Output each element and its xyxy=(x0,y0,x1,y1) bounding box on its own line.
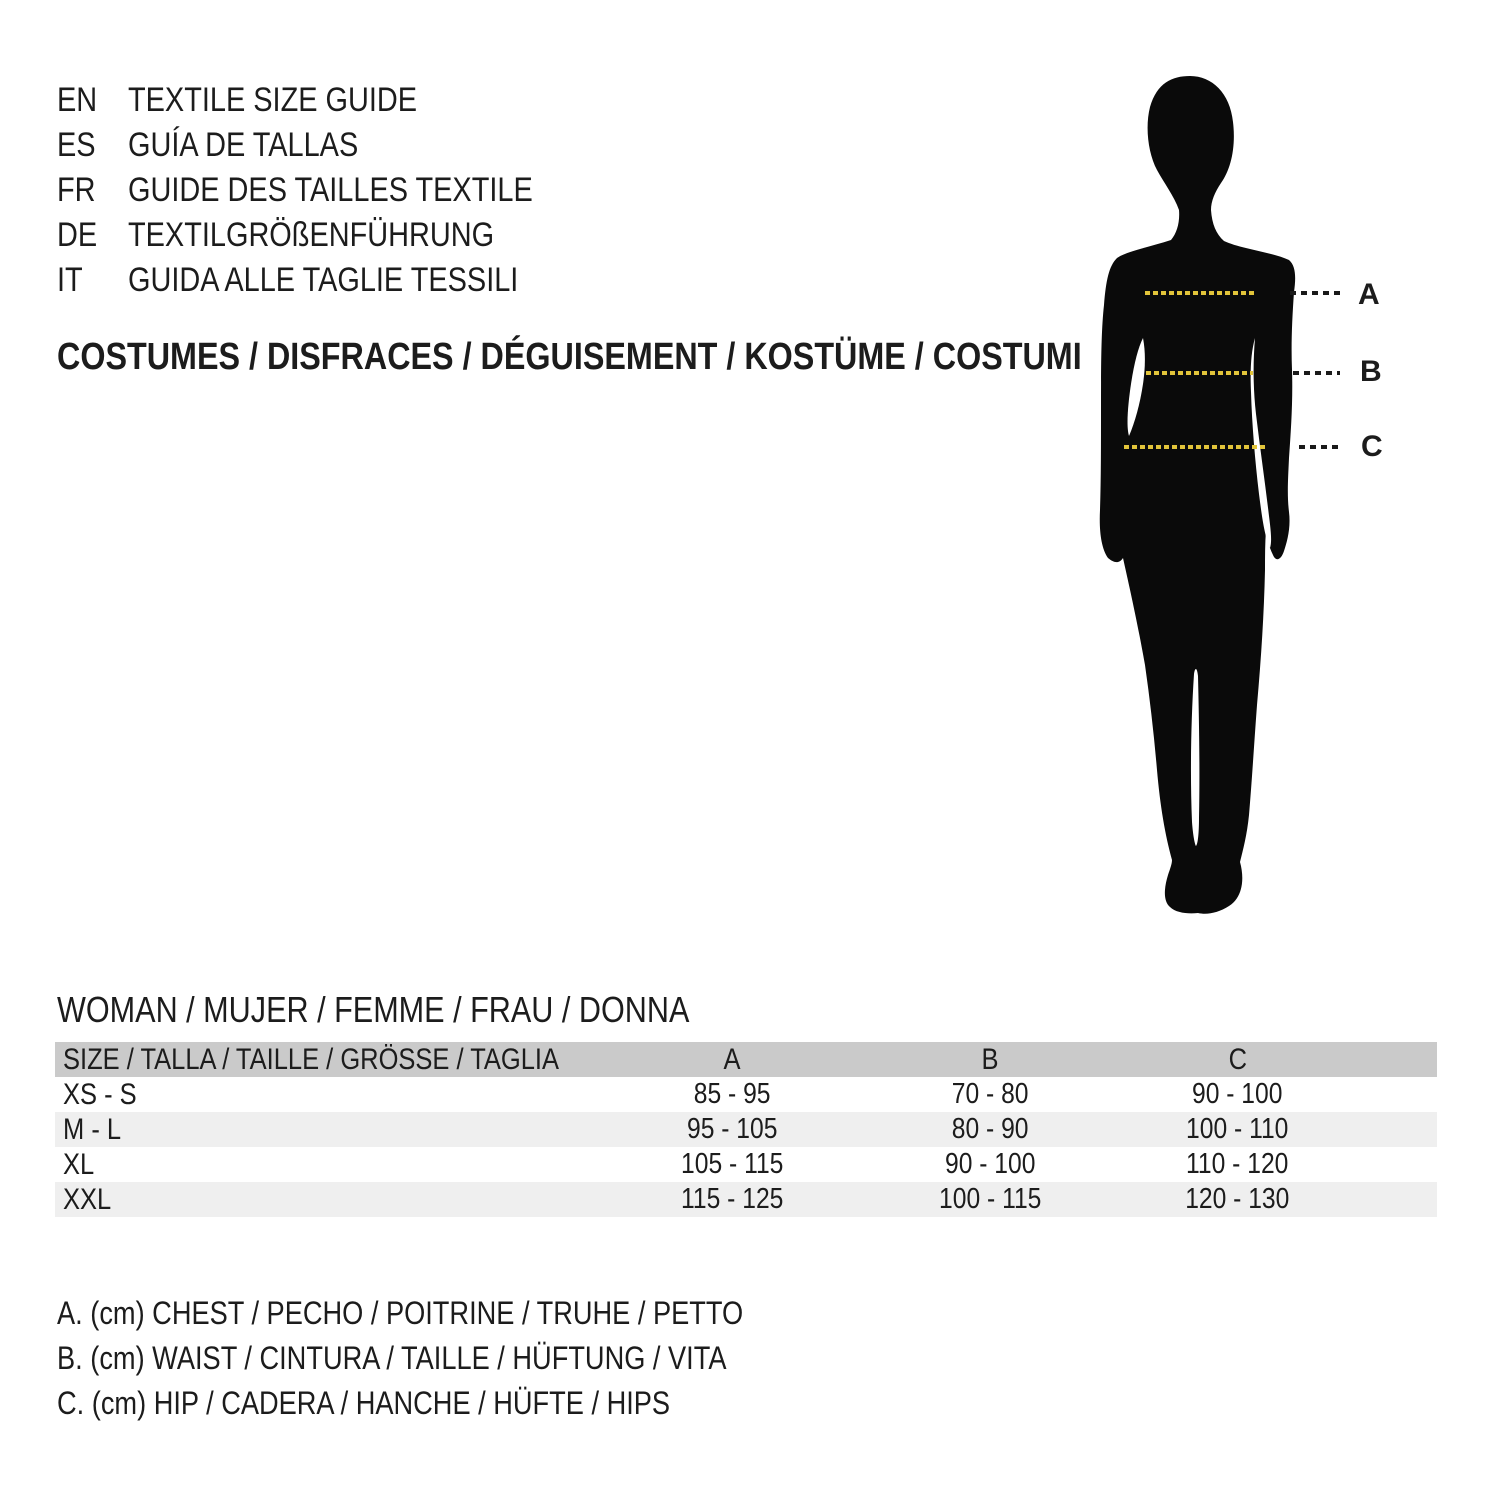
table-cell-c: 110 - 120 xyxy=(1186,1148,1289,1180)
table-row-size: XS - S xyxy=(63,1077,137,1111)
table-cell-a: 115 - 125 xyxy=(585,1182,880,1217)
language-row-es xyxy=(57,123,604,168)
table-cell-b: 100 - 115 xyxy=(880,1182,1100,1217)
language-title-es: GUÍA DE TALLAS xyxy=(128,126,359,164)
language-title-de: TEXTILGRÖßENFÜHRUNG xyxy=(128,216,495,254)
table-cell-c: 120 - 130 xyxy=(1100,1182,1375,1217)
language-code-fr: FR xyxy=(57,171,96,209)
table-cell-b: 80 - 90 xyxy=(880,1112,1100,1147)
measure-label-c: C xyxy=(1361,430,1383,463)
measure-label-a: A xyxy=(1358,278,1380,311)
language-title-it: GUIDA ALLE TAGLIE TESSILI xyxy=(128,261,519,299)
language-code-it: IT xyxy=(57,261,83,299)
size-table-header-b: B xyxy=(880,1042,1100,1077)
chest-connector-line xyxy=(1290,291,1340,295)
language-code-en: EN xyxy=(57,81,98,119)
measure-legend xyxy=(57,1291,864,1426)
size-table-header-spacer xyxy=(1375,1042,1437,1077)
measure-label-b: B xyxy=(1360,355,1382,388)
table-row-size: M - L xyxy=(55,1112,585,1147)
language-row-fr xyxy=(57,168,604,213)
table-row-size: XL xyxy=(63,1147,95,1181)
language-list xyxy=(57,78,604,303)
table-cell-a: 85 - 95 xyxy=(694,1078,771,1110)
size-table xyxy=(55,1042,1437,1217)
table-row-size: XXL xyxy=(55,1182,585,1217)
chest-measure-line xyxy=(1145,291,1257,295)
language-row-en xyxy=(57,78,604,123)
table-cell-b: 90 - 100 xyxy=(944,1148,1036,1180)
table-cell-a: 95 - 105 xyxy=(585,1112,880,1147)
language-row-de xyxy=(57,213,604,258)
waist-connector-line xyxy=(1293,371,1340,375)
section-title-woman: WOMAN / MUJER / FEMME / FRAU / DONNA xyxy=(57,989,690,1030)
language-code-de: DE xyxy=(57,216,98,254)
legend-line-hip: C. (cm) HIP / CADERA / HANCHE / HÜFTE / HIPS xyxy=(57,1385,671,1421)
table-cell-b: 70 - 80 xyxy=(951,1078,1029,1110)
hip-measure-line xyxy=(1124,445,1267,449)
table-cell-c: 100 - 110 xyxy=(1100,1112,1375,1147)
legend-line-waist: B. (cm) WAIST / CINTURA / TAILLE / HÜFTUNG / VITA xyxy=(57,1340,727,1376)
language-code-es: ES xyxy=(57,126,96,164)
size-table-header-size: SIZE / TALLA / TAILLE / GRÖSSE / TAGLIA xyxy=(55,1042,585,1077)
waist-measure-line xyxy=(1146,371,1253,375)
woman-silhouette xyxy=(1065,70,1365,930)
hip-connector-line xyxy=(1299,445,1340,449)
size-table-header-c: C xyxy=(1100,1042,1375,1077)
legend-line-chest: A. (cm) CHEST / PECHO / POITRINE / TRUHE / PETTO xyxy=(57,1295,744,1331)
language-title-en: TEXTILE SIZE GUIDE xyxy=(128,81,418,119)
table-cell-c: 90 - 100 xyxy=(1192,1078,1283,1110)
table-cell-a: 105 - 115 xyxy=(681,1148,784,1180)
language-row-it xyxy=(57,258,604,303)
language-title-fr: GUIDE DES TAILLES TEXTILE xyxy=(128,171,533,209)
category-title: COSTUMES / DISFRACES / DÉGUISEMENT / KOSTÜME / COSTUMI xyxy=(57,336,1082,378)
size-table-header-a: A xyxy=(585,1042,880,1077)
